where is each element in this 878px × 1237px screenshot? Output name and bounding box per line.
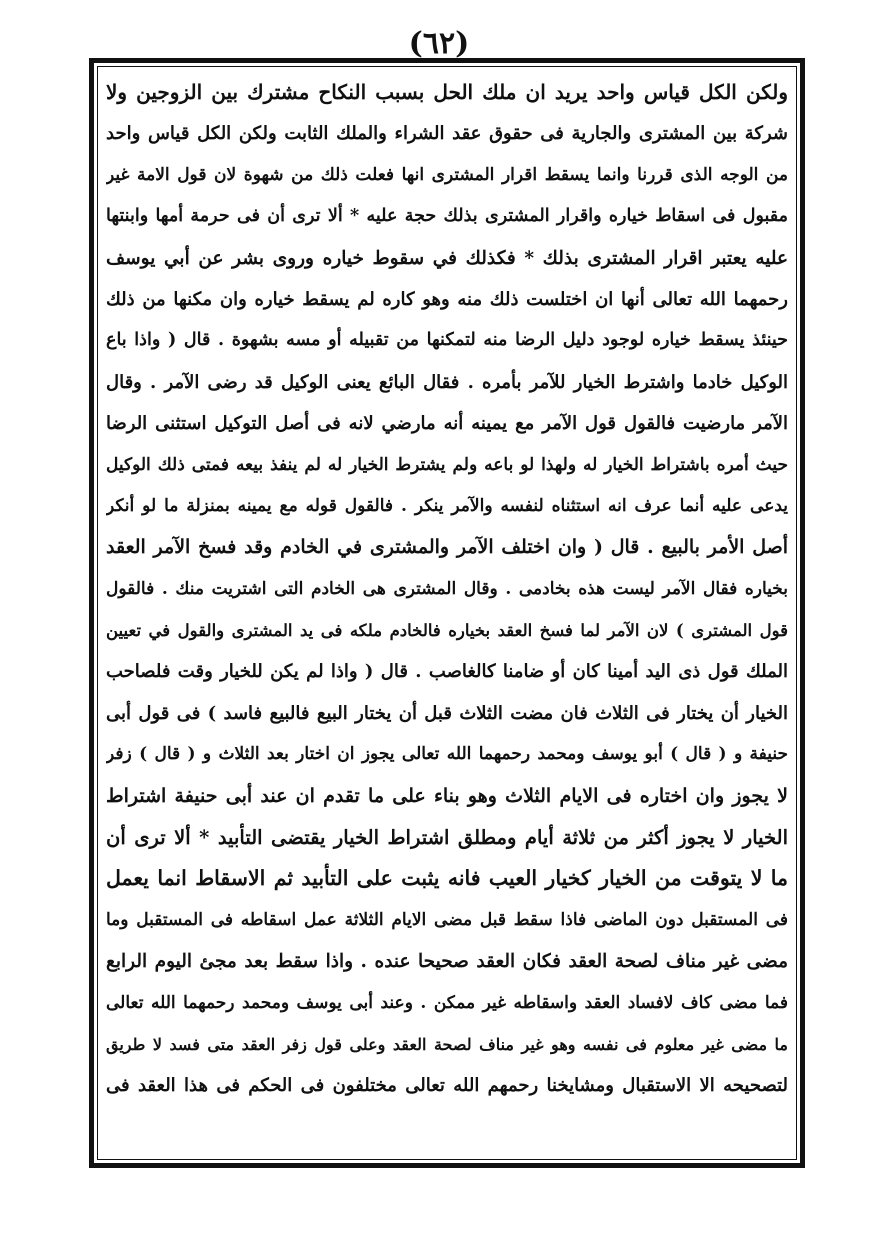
text-line: فى المستقبل دون الماضى فاذا سقط قبل مضى الايام الثلاثة عمل اسقاطه فى المستقبل وما [106,909,788,930]
text-body [106,72,788,1152]
text-line: بخياره فقال الآمر ليست هذه بخادمى . وقال المشترى هى الخادم التى اشتريت منك . فالقول [106,578,788,599]
text-line: الملك قول ذى اليد أمينا كان أو ضامنا كالغاصب . قال ( واذا لم يكن للخيار وقت فلصاحب [106,661,788,683]
text-line: مضى غير مناف لصحة العقد فكان العقد صحيحا عنده . واذا سقط بعد مجئ اليوم الرابع [106,951,788,973]
text-line: قول المشترى ) لان الآمر لما فسخ العقد بخياره فالخادم ملكه فى يد المشترى والقول في تعيين [106,621,788,641]
text-line: أصل الأمر بالبيع . قال ( وان اختلف الآمر والمشترى في الخادم وقد فسخ الآمر العقد [106,536,788,559]
text-line: حيث أمره باشتراط الخيار له ولهذا لو باعه ولم يشترط الخيار له لم ينفذ بيعه فمتى ذلك الوكيل [106,454,788,475]
text-line: من الوجه الذى قررنا وانما يسقط اقرار المشترى انها فعلت ذلك من شهوة لان قول الامة غير [106,164,788,185]
text-line: يدعى عليه أنما عرف انه استثناه لنفسه والآمر ينكر . فالقول قوله مع يمينه بمنزلة ما لو أنكر [106,495,788,516]
text-line: الخيار لا يجوز أكثر من ثلاثة أيام ومطلق اشتراط الخيار يقتضى التأبيد * ألا ترى أن [106,826,788,850]
text-line: حينئذ يسقط خياره لوجود دليل الرضا منه لتمكنها من تقبيله أو مسه بشهوة . قال ( واذا باع [106,330,788,351]
text-line: لتصحيحه الا الاستقبال ومشايخنا رحمهم الله تعالى مختلفون فى الحكم فى هذا العقد فى [106,1075,788,1097]
text-line: ما مضى غير معلوم فى نفسه وهو غير مناف لصحة العقد وعلى قول زفر العقد متى فسد لا طريق [106,1034,788,1054]
text-line: حنيفة و ( قال ) أبو يوسف ومحمد رحمهما الله تعالى يجوز ان اختار بعد الثلاث و ( قال ) زفر [106,744,788,765]
text-line: رحمهما الله تعالى أنها ان اختلست ذلك منه وهو كاره لم يسقط خياره وان مكنها من ذلك [106,288,788,310]
text-line: شركة بين المشترى والجارية فى حقوق عقد الشراء والملك الثابت ولكن الكل قياس واحد [106,123,788,145]
text-line: الوكيل خادما واشترط الخيار للآمر بأمره . فقال البائع يعنى الوكيل قد رضى الآمر . وقال [106,371,788,393]
text-line: الآمر مارضيت فالقول قول الآمر مع يمينه أنه مارضي لانه فى أصل التوكيل استثنى الرضا [106,413,788,435]
page-number: (٦٢) [408,26,470,61]
text-line: ولكن الكل قياس واحد يريد ان ملك الحل بسبب النكاح مشترك بين الزوجين ولا [106,80,788,104]
text-line: لا يجوز وان اختاره فى الايام الثلاث وهو بناء على ما تقدم ان عند أبى حنيفة اشتراط [106,784,788,807]
text-line: فما مضى كاف لافساد العقد واسقاطه غير ممكن . وعند أبى يوسف ومحمد رحمهما الله تعالى [106,992,788,1013]
text-line: الخيار أن يختار فى الثلاث فان مضت الثلاث قبل أن يختار البيع فالبيع فاسد ) فى قول أبى [106,702,788,724]
text-line: ما لا يتوقت من الخيار كخيار العيب فانه يثبت على التأبيد ثم الاسقاط انما يعمل [106,866,788,891]
text-line: مقبول فى اسقاط خياره واقرار المشترى بذلك حجة عليه * ألا ترى أن فى حرمة أمها وابنتها [106,206,788,227]
text-line: عليه يعتبر اقرار المشترى بذلك * فكذلك في سقوط خياره وروى بشر عن أبي يوسف [106,247,788,269]
